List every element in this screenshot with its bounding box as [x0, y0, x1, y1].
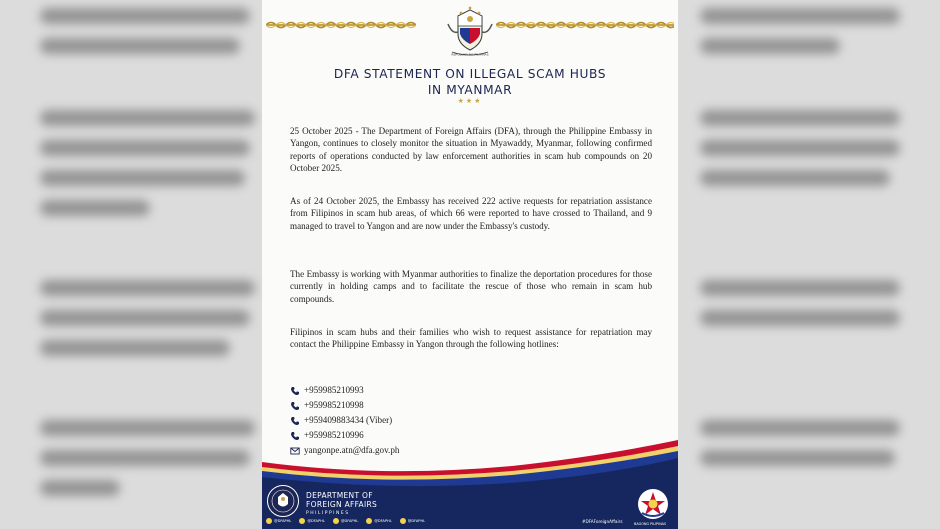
social-handle[interactable]	[400, 518, 425, 524]
social-icon	[366, 518, 372, 524]
social-handle-text: @DFAPHL	[407, 519, 426, 523]
social-handle[interactable]	[299, 518, 324, 524]
social-icon	[333, 518, 339, 524]
seal-text: REPUBLIKA NG PILIPINAS	[451, 52, 489, 57]
hashtag: #DFAForeignAffairs	[582, 519, 623, 524]
gold-stars: ★★★	[457, 97, 483, 105]
hotline-number: +959409883434 (Viber)	[304, 415, 393, 425]
dept-line-1: DEPARTMENT OF	[306, 491, 373, 500]
social-handle-text: @DFAPHL	[274, 519, 292, 523]
social-icon	[266, 518, 272, 524]
dept-line-2: FOREIGN AFFAIRS	[306, 500, 378, 509]
social-handle[interactable]	[266, 518, 291, 524]
paragraph-deportation: The Embassy is working with Myanmar authorities to finalize the deportation procedures for those currently in holding camps and to facilitate the rescue of those who remain in scam hub compounds.	[290, 269, 652, 304]
phone-icon	[290, 386, 300, 396]
phone-icon	[290, 401, 300, 411]
hotline-number: +959985210996	[304, 430, 364, 440]
department-name	[306, 491, 377, 518]
phone-icon	[290, 416, 300, 426]
phone-icon	[290, 431, 300, 441]
statement-title	[282, 66, 658, 98]
email-address: yangonpe.atn@dfa.gov.ph	[304, 445, 400, 455]
paragraph-hotlines-intro: Filipinos in scam hubs and their families who wish to request assistance for repatriation may contact the Philippine Embassy in Yangon through the following hotlines:	[290, 327, 652, 350]
social-handle[interactable]	[333, 518, 358, 524]
hotline-number: +959985210998	[304, 400, 364, 410]
social-handle-text: @DFAPHL	[340, 519, 359, 523]
social-handle-text: @DFAPHL	[374, 519, 392, 523]
bagong-pilipinas-logo-icon	[636, 487, 670, 521]
hotline-number: +959985210993	[304, 385, 364, 395]
social-handles	[266, 518, 425, 524]
title-line-2: IN MYANMAR	[427, 83, 513, 97]
social-icon	[299, 518, 305, 524]
social-handle[interactable]	[366, 518, 391, 524]
bagong-pilipinas-label: BAGONG PILIPINAS	[634, 522, 667, 526]
dept-line-3: PHILIPPINES	[306, 511, 350, 516]
social-handle-text: @DFAPHL	[307, 519, 325, 523]
paragraph-requests: As of 24 October 2025, the Embassy has received 222 active requests for repatriation assistance from Filipinos in scam hub areas, of which 66 were reported to have crossed to Thailand, and 9 managed to travel to Yangon and are now under the Embassy's custody.	[290, 196, 652, 231]
coat-of-arms-seal-icon	[444, 4, 496, 58]
title-line-1: DFA STATEMENT ON ILLEGAL SCAM HUBS	[333, 67, 607, 81]
paragraph-intro: 25 October 2025 - The Department of Foreign Affairs (DFA), through the Philippine Embassy in Yangon, continues to closely monitor the situation in Myawaddy, Myanmar, following confirmed reports of operations conducted by law enforcement authorities in scam hub compounds on 20 October 2025.	[290, 126, 652, 173]
gold-ornament-band-right	[496, 20, 674, 30]
dfa-seal-icon	[266, 484, 300, 518]
gold-ornament-band-left	[266, 20, 416, 30]
hotline-item[interactable]	[290, 413, 399, 428]
hotline-item[interactable]	[290, 398, 399, 413]
social-icon	[400, 518, 406, 524]
statement-document	[262, 0, 678, 529]
hotline-item[interactable]	[290, 383, 399, 398]
